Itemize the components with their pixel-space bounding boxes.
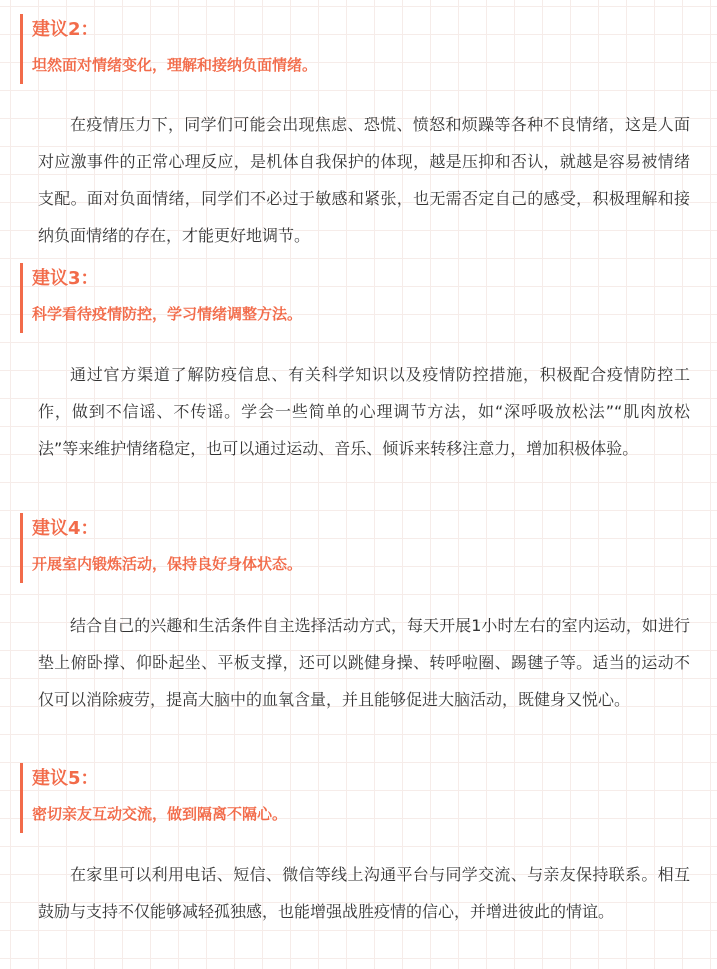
- suggestion-title: 建议2：: [32, 19, 99, 40]
- suggestion-heading: [20, 14, 717, 84]
- suggestion-title: 建议4：: [32, 518, 99, 539]
- suggestion-body: 在疫情压力下，同学们可能会出现焦虑、恐慌、愤怒和烦躁等各种不良情绪，这是人面对应激事件的正常心理反应，是机体自我保护的体现，越是压抑和否认，就越是容易被情绪支配。面对负面情绪，同学们不必过于敏感和紧张，也无需否定自己的感受，积极理解和接纳负面情绪的存在，才能更好地调节。: [38, 115, 690, 245]
- suggestion-subtitle: 坦然面对情绪变化，理解和接纳负面情绪。: [32, 56, 318, 74]
- suggestion-subtitle: 开展室内锻炼活动，保持良好身体状态。: [32, 555, 303, 573]
- suggestion-2: [0, 14, 717, 84]
- suggestion-subtitle: 科学看待疫情防控，学习情绪调整方法。: [32, 305, 303, 323]
- suggestion-4: [0, 513, 717, 583]
- suggestion-heading: [20, 513, 717, 583]
- suggestion-heading: [20, 263, 717, 333]
- suggestion-heading: [20, 763, 717, 833]
- suggestion-body: 通过官方渠道了解防疫信息、有关科学知识以及疫情防控措施，积极配合疫情防控工作，做到不信谣、不传谣。学会一些简单的心理调节方法，如“深呼吸放松法”“肌肉放松法”等来维护情绪稳定，也可以通过运动、音乐、倾诉来转移注意力，增加积极体验。: [38, 365, 690, 458]
- suggestion-subtitle: 密切亲友互动交流，做到隔离不隔心。: [32, 805, 288, 823]
- suggestion-body: 结合自己的兴趣和生活条件自主选择活动方式，每天开展1小时左右的室内运动，如进行垫上俯卧撑、仰卧起坐、平板支撑，还可以跳健身操、转呼啦圈、踢毽子等。适当的运动不仅可以消除疲劳，提高大脑中的血氧含量，并且能够促进大脑活动，既健身又悦心。: [38, 616, 690, 709]
- suggestion-3: [0, 263, 717, 333]
- suggestion-title: 建议5：: [32, 768, 99, 789]
- suggestion-title: 建议3：: [32, 268, 99, 289]
- suggestion-5: [0, 763, 717, 833]
- suggestion-body: 在家里可以利用电话、短信、微信等线上沟通平台与同学交流、与亲友保持联系。相互鼓励与支持不仅能够减轻孤独感，也能增强战胜疫情的信心，并增进彼此的情谊。: [38, 865, 690, 921]
